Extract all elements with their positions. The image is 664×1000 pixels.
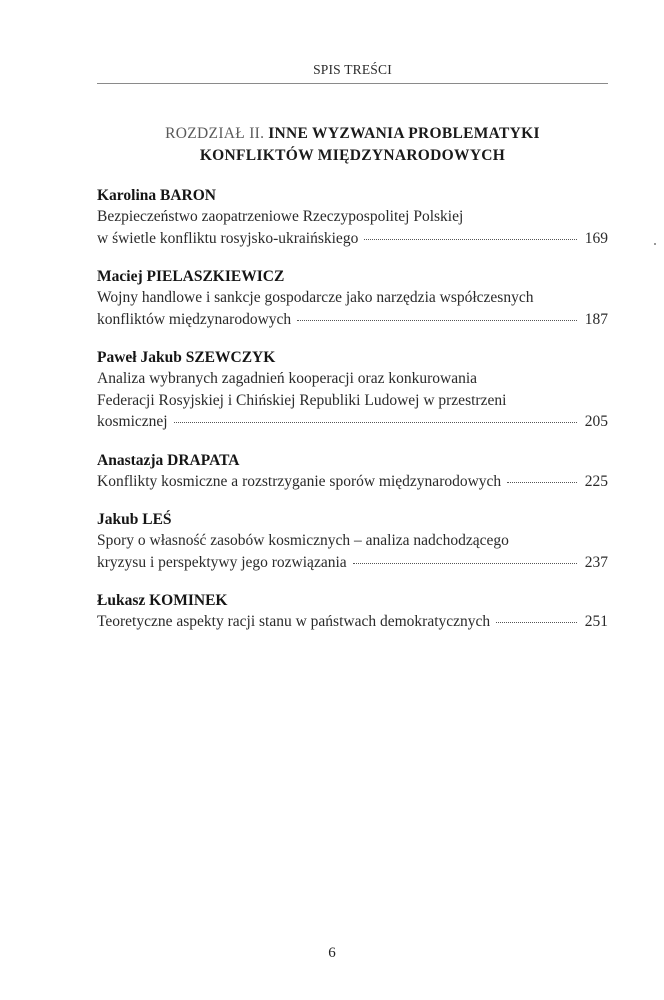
toc-entry[interactable]: [97, 450, 608, 493]
dot-leader: [297, 320, 577, 321]
dot-leader: [353, 563, 577, 564]
entry-title-line: Spory o własność zasobów kosmicznych – analiza nadchodzącego: [97, 532, 509, 549]
entry-title-end: kryzysu i perspektywy jego rozwiązania: [97, 553, 347, 571]
dot-leader: [507, 482, 577, 483]
header-rule: [97, 83, 608, 84]
entry-last-line: [97, 309, 608, 331]
entry-title-end: konfliktów międzynarodowych: [97, 310, 292, 328]
entry-author: Paweł Jakub SZEWCZYK: [97, 349, 276, 366]
chapter-heading: [97, 123, 608, 167]
entry-author: Jakub LEŚ: [97, 511, 172, 528]
toc-entry[interactable]: [97, 266, 608, 330]
entry-title-end: Teoretyczne aspekty racji stanu w państwach demokratycznych: [97, 613, 491, 630]
entry-page-number: 169: [584, 229, 608, 247]
dot-leader: [174, 422, 577, 423]
entry-last-line: [97, 611, 608, 633]
entry-title-line: Bezpieczeństwo zaopatrzeniowe Rzeczypospolitej Polskiej: [97, 208, 464, 225]
toc-entry[interactable]: [97, 509, 608, 573]
entry-author: Łukasz KOMINEK: [97, 592, 228, 609]
entry-page-number: 237: [584, 553, 608, 571]
scan-speck: [654, 243, 656, 245]
entry-title-line: Analiza wybranych zagadnień kooperacji oraz konkurowania: [97, 370, 478, 387]
entry-last-line: [97, 552, 608, 574]
entry-page-number: 251: [584, 613, 608, 630]
toc-entry[interactable]: [97, 590, 608, 633]
entry-title-end: Konflikty kosmiczne a rozstrzyganie sporów międzynarodowych: [97, 472, 502, 490]
entry-page-number: 225: [584, 472, 608, 490]
chapter-title-line-2: KONFLIKTÓW MIĘDZYNARODOWYCH: [199, 147, 506, 164]
toc-entry[interactable]: [97, 185, 608, 249]
entry-author: Anastazja DRAPATA: [97, 451, 240, 469]
entry-page-number: 205: [584, 413, 608, 430]
entry-last-line: [97, 411, 608, 433]
entry-title-line: Federacji Rosyjskiej i Chińskiej Republiki Ludowej w przestrzeni: [97, 391, 507, 409]
chapter-label: ROZDZIAŁ II.: [165, 125, 265, 142]
entry-page-number: 187: [584, 310, 608, 328]
entry-author: Maciej PIELASZKIEWICZ: [97, 268, 285, 285]
entry-author: Karolina BARON: [97, 187, 216, 204]
entry-title-end: kosmicznej: [97, 413, 168, 430]
table-of-contents: [97, 185, 608, 650]
dot-leader: [364, 239, 576, 240]
running-head: SPIS TREŚCI: [313, 62, 392, 77]
dot-leader: [496, 622, 577, 623]
chapter-title-line-1: INNE WYZWANIA PROBLEMATYKI: [268, 125, 540, 142]
entry-last-line: [97, 228, 608, 250]
entry-title-line: Wojny handlowe i sankcje gospodarcze jako narzędzia współczesnych: [97, 289, 534, 306]
entry-last-line: [97, 471, 608, 493]
page-number: 6: [328, 945, 336, 961]
toc-entry[interactable]: [97, 347, 608, 433]
entry-title-end: w świetle konfliktu rosyjsko-ukraińskiego: [97, 229, 359, 247]
